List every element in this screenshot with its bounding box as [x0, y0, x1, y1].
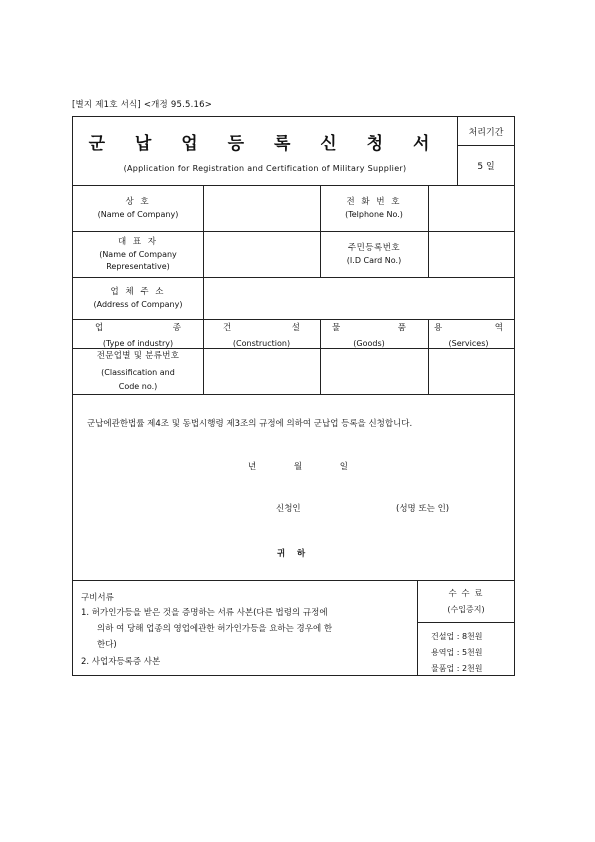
classification-services-input[interactable] — [428, 348, 515, 394]
form-number-note: [별지 제1호 서식] <개정 95.5.16> — [72, 100, 213, 110]
classification-goods-input[interactable] — [320, 348, 428, 394]
application-statement: 군납에관한법률 제4조 및 동법시행령 제3조의 규정에 의하여 군납업 등록을 신청합니다. — [87, 419, 413, 429]
representative-label: 대 표 자 (Name of Company Representative) — [99, 237, 177, 271]
date-line — [248, 460, 348, 472]
classification-construction-input[interactable] — [203, 348, 320, 394]
company-name-label: 상 호 (Name of Company) — [97, 197, 179, 219]
recipient-line: 귀 하 — [277, 549, 306, 559]
required-document-1c: 한다) — [97, 640, 117, 650]
company-name-input[interactable] — [203, 185, 320, 231]
construction-option[interactable]: 건 설 (Construction) — [223, 323, 300, 348]
address-input[interactable] — [203, 277, 515, 319]
services-option[interactable]: 용 역 (Services) — [434, 323, 503, 348]
fee-header: 수 수 료 (수입증지) — [447, 589, 485, 614]
id-number-input[interactable] — [428, 231, 515, 277]
form-subtitle: (Application for Registration and Certification of Military Supplier) — [123, 164, 407, 173]
applicant-label: 신청인 — [276, 504, 301, 514]
applicant-signature[interactable]: (성명 또는 인) — [396, 504, 450, 514]
date-month: 월 — [293, 462, 303, 472]
application-form — [72, 116, 515, 676]
form-title: 군 납 업 등 록 신 청 서 — [88, 134, 442, 154]
classification-label: 전문업별 및 분류번호 (Classification and Code no.) — [96, 351, 180, 391]
industry-label: 업 종 (Type of industry) — [95, 323, 181, 348]
required-document-1a: 1. 허가인가등을 받은 것을 증명하는 서류 사본(다른 법령의 규정에 — [81, 608, 328, 618]
phone-input[interactable] — [428, 185, 515, 231]
fee-goods: 물품업 : 2천원 — [431, 664, 483, 673]
required-document-2: 2. 사업자등록증 사본 — [81, 657, 161, 667]
fee-list — [431, 629, 483, 677]
id-number-label: 주민등록번호 (I.D Card No.) — [346, 243, 402, 265]
fee-construction: 건설업 : 8천원 — [431, 632, 483, 641]
fee-services: 용역업 : 5천원 — [431, 648, 483, 657]
processing-period-value: 5 일 — [477, 161, 495, 172]
processing-period-label: 처리기간 — [468, 127, 504, 138]
required-documents-title: 구비서류 — [81, 593, 114, 603]
goods-option[interactable]: 물 품 (Goods) — [332, 323, 406, 348]
required-document-1b: 의하 여 당해 업종의 영업에관한 허가인가등을 요하는 경우에 한 — [97, 624, 333, 634]
address-label: 업 체 주 소 (Address of Company) — [93, 287, 183, 309]
title-block — [73, 117, 457, 185]
date-day: 일 — [339, 462, 348, 472]
date-year: 년 — [248, 462, 257, 472]
representative-input[interactable] — [203, 231, 320, 277]
phone-label: 전 화 번 호 (Telphone No.) — [345, 197, 403, 219]
